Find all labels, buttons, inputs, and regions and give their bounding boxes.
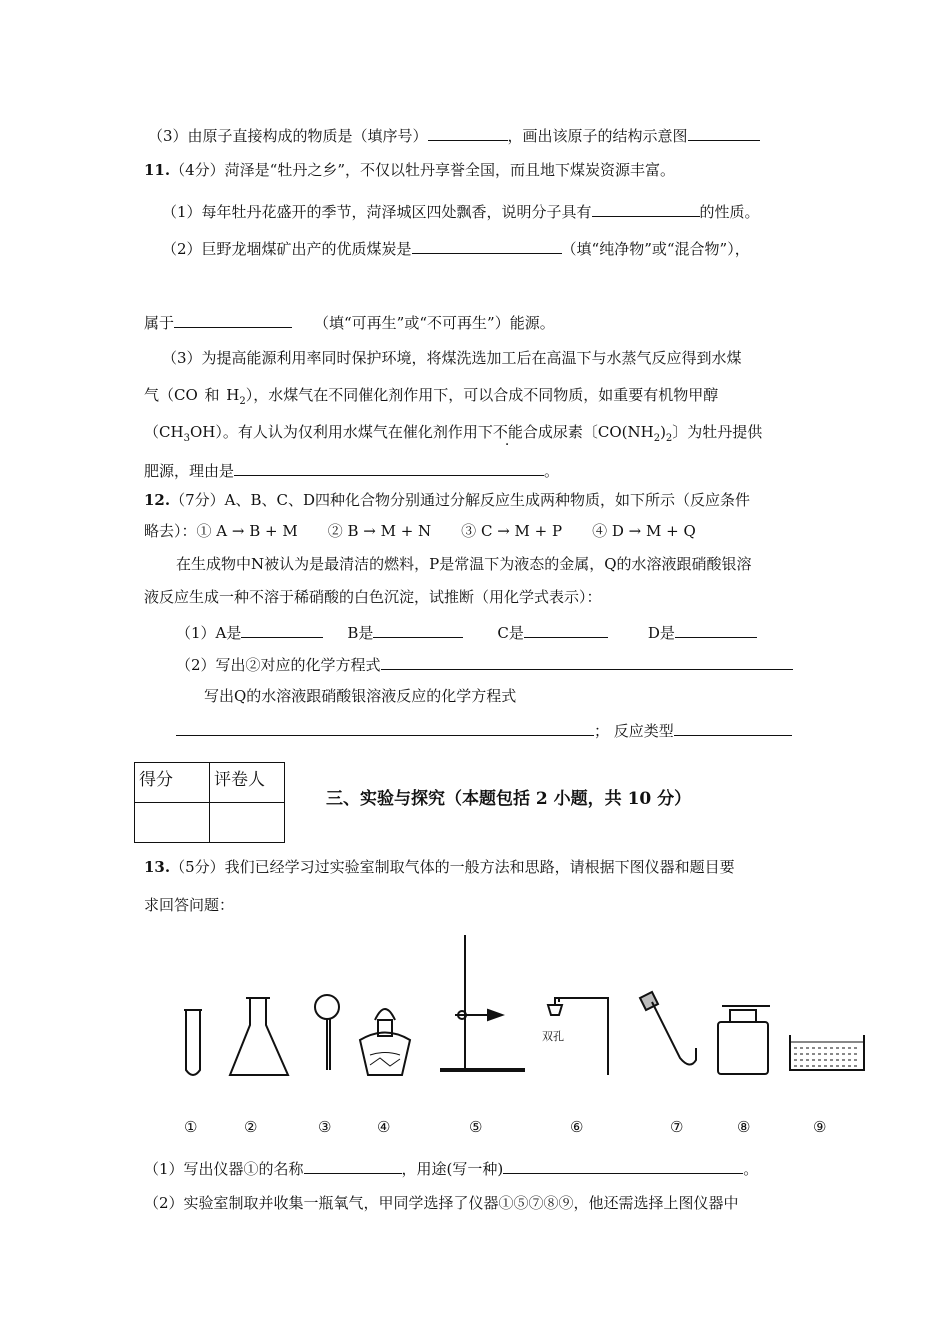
- q11-part2-hint: （填“纯净物”或“混合物”），: [561, 240, 750, 258]
- q10-part3-prefix: （3）由原子直接构成的物质是（填序号）: [148, 127, 428, 145]
- answer-blank[interactable]: [176, 719, 594, 736]
- q12-reactions-text: 略去）：① A → B + M ② B → M + N ③ C → M + P ④ D → M + Q: [144, 522, 696, 540]
- q10-part3-mid: ，画出该原子的结构示意图: [507, 127, 688, 145]
- answer-blank[interactable]: [241, 621, 323, 638]
- q12-intro-text: （7分）A、B、C、D四种化合物分别通过分解反应生成两种物质，如下所示（反应条件: [170, 491, 751, 509]
- q12-a-label: （1）A是: [176, 624, 242, 642]
- q13-part2-text: （2）实验室制取并收集一瓶氧气，甲同学选择了仪器①⑤⑦⑧⑨，他还需选择上图仪器中: [144, 1194, 739, 1212]
- q13-part2: [144, 1193, 739, 1213]
- q11-number: 11.: [144, 161, 171, 179]
- answer-blank[interactable]: [592, 200, 700, 217]
- q11-part2: [162, 237, 750, 259]
- answer-blank[interactable]: [674, 719, 792, 736]
- q13-intro2: [144, 895, 234, 915]
- grader-cell[interactable]: [210, 803, 285, 843]
- section-title: 三、实验与探究（本题包括 2 小题，共 10 分）: [326, 789, 692, 809]
- q11-part2-belong: 属于: [144, 314, 175, 332]
- q12-c-label: C是: [497, 624, 524, 642]
- q11-part3-l3-text2: OH）。有人认为仅利用水煤气在催化剂作用下: [189, 423, 493, 441]
- q12-part2b: [204, 686, 516, 706]
- gas-collecting-bottle-icon: [718, 1006, 770, 1074]
- water-trough-icon: [790, 1035, 864, 1070]
- score-table: [134, 762, 285, 843]
- q11-part3-l3-text: （CH: [144, 423, 184, 441]
- q11-part3-text: （3）为提高能源利用率同时保护环境，将煤洗选加工后在高温下与水蒸气反应得到水煤: [162, 349, 742, 367]
- q13-part1: [144, 1157, 758, 1179]
- apparatus-label-6: ⑥: [570, 1118, 584, 1136]
- answer-blank[interactable]: [428, 124, 508, 141]
- q11-part3-l2-text: 气（CO 和 H: [144, 386, 240, 404]
- apparatus-label-3: ③: [318, 1118, 332, 1136]
- subscript: 2: [665, 433, 673, 444]
- q11-part1-suffix: 的性质。: [699, 203, 760, 221]
- bent-delivery-tube-icon: [640, 992, 696, 1065]
- q12-part2: [176, 653, 793, 675]
- q13-intro-text: （5分）我们已经学习过实验室制取气体的一般方法和思路，请根据下图仪器和题目要: [170, 858, 735, 876]
- q11-part3-l4: [144, 459, 559, 481]
- q12-d-label: D是: [647, 624, 675, 642]
- q12-desc-text: 在生成物中N被认为是最清洁的燃料，P是常温下为液态的金属，Q的水溶液跟硝酸银溶: [176, 555, 752, 573]
- q11-part3-l1: [162, 348, 742, 368]
- q11-intro-text: （4分）菏泽是“牡丹之乡”，不仅以牡丹享誉全国，而且地下煤炭资源丰富。: [170, 161, 675, 179]
- q11-part3-l2: [144, 385, 718, 412]
- q12-number: 12.: [144, 491, 171, 509]
- q11-part3-l3: [144, 422, 762, 449]
- answer-blank[interactable]: [174, 311, 292, 328]
- period: 。: [743, 1160, 759, 1178]
- score-header: 得分: [135, 763, 210, 803]
- q11-part2-cont: [144, 311, 555, 333]
- answer-blank[interactable]: [381, 653, 793, 670]
- apparatus-label-8: ⑧: [737, 1118, 751, 1136]
- apparatus-label-1: ①: [184, 1118, 198, 1136]
- apparatus-label-4: ④: [377, 1118, 391, 1136]
- q13-intro2-text: 求回答问题：: [144, 896, 235, 914]
- q11-part3-l3-text4: 〕为牡丹提供: [672, 423, 763, 441]
- subscript: 2: [239, 396, 246, 407]
- answer-blank[interactable]: [373, 621, 463, 638]
- answer-blank[interactable]: [234, 459, 544, 476]
- apparatus-label-7: ⑦: [670, 1118, 684, 1136]
- q12-part1: [176, 621, 757, 643]
- test-tube-icon: [184, 1010, 202, 1075]
- q12-reactions: [144, 521, 696, 541]
- q12-desc-text2: 液反应生成一种不溶于稀硝酸的白色沉淀，试推断（用化学式表示）：: [144, 588, 602, 606]
- two-hole-label: 双孔: [542, 1030, 564, 1043]
- q13-number: 13.: [144, 858, 171, 876]
- apparatus-label-9: ⑨: [813, 1118, 827, 1136]
- q10-part3: [148, 124, 760, 146]
- q13-part1-use: ，用途(写一种): [401, 1160, 504, 1178]
- iron-stand-icon: [440, 935, 525, 1070]
- q13-intro: [144, 857, 735, 877]
- thistle-funnel-icon: [315, 995, 339, 1070]
- emphasis-text: 不能: [492, 423, 523, 441]
- conical-flask-icon: [230, 998, 288, 1075]
- q11-part1: [162, 200, 760, 222]
- answer-blank[interactable]: [675, 621, 757, 638]
- answer-blank[interactable]: [503, 1157, 743, 1174]
- score-cell[interactable]: [135, 803, 210, 843]
- grader-header: 评卷人: [210, 763, 285, 803]
- answer-blank[interactable]: [524, 621, 608, 638]
- q12-desc-l1: [176, 554, 752, 574]
- q11-part2-text: （2）巨野龙堌煤矿出产的优质煤炭是: [162, 240, 412, 258]
- q12-part2b-text: 写出Q的水溶液跟硝酸银溶液反应的化学方程式: [204, 687, 517, 705]
- paren: ): [660, 423, 666, 441]
- answer-blank[interactable]: [412, 237, 562, 254]
- q12-part2-text: （2）写出②对应的化学方程式: [176, 656, 381, 674]
- q12-desc-l2: [144, 587, 602, 607]
- apparatus-label-2: ②: [244, 1118, 258, 1136]
- q12-reaction-type-label: ； 反应类型: [594, 722, 674, 740]
- apparatus-figure: [170, 930, 870, 1090]
- subscript: 3: [183, 433, 190, 444]
- q11-part3-l2-text2: ），水煤气在不同催化剂作用下，可以合成不同物质，如重要有机物甲醇: [245, 386, 719, 404]
- q11-intro: [144, 160, 675, 180]
- q12-part2c: [176, 719, 792, 741]
- subscript: 2: [653, 433, 661, 444]
- q11-part3-l3-text3: 合成尿素〔CO(NH: [522, 423, 654, 441]
- q12-intro: [144, 490, 750, 510]
- answer-blank[interactable]: [304, 1157, 402, 1174]
- q11-part3-l4-text: 肥源，理由是: [144, 462, 235, 480]
- answer-blank[interactable]: [688, 124, 760, 141]
- q11-part1-text: （1）每年牡丹花盛开的季节，菏泽城区四处飘香，说明分子具有: [162, 203, 592, 221]
- q11-part2-hint2: （填“可再生”或“不可再生”）能源。: [314, 314, 555, 332]
- q12-b-label: B是: [347, 624, 374, 642]
- apparatus-label-5: ⑤: [469, 1118, 483, 1136]
- alcohol-lamp-icon: [360, 1009, 410, 1075]
- period: 。: [544, 462, 560, 480]
- q13-part1-text: （1）写出仪器①的名称: [144, 1160, 304, 1178]
